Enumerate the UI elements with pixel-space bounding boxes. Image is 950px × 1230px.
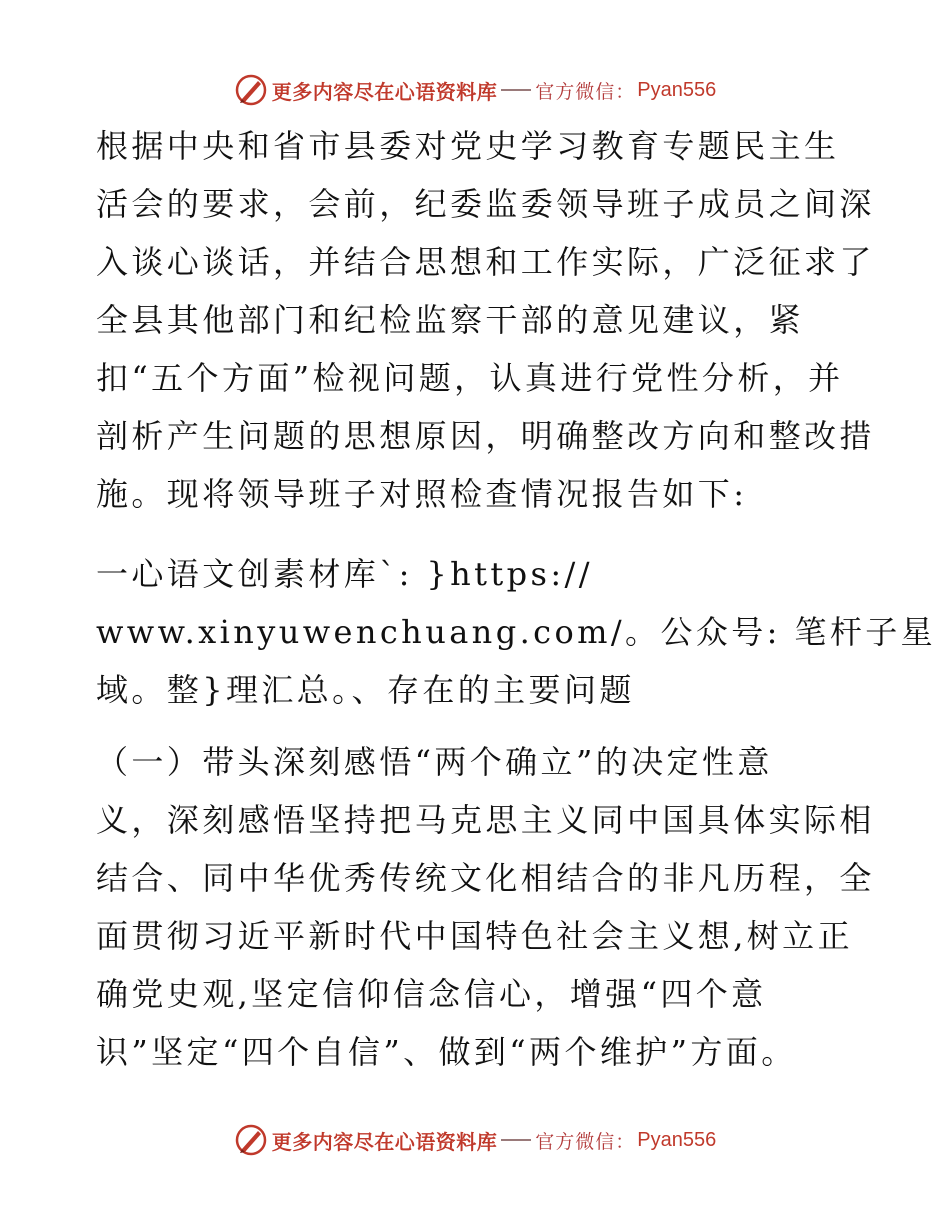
body-line: 根据中央和省市县委对党史学习教育专题民主生: [96, 127, 840, 165]
footer-dash-divider: [501, 1139, 531, 1141]
body-line: 结合、同中华优秀传统文化相结合的非凡历程，全: [96, 859, 875, 897]
body-line: 一心语文创素材库`: }https://: [96, 555, 593, 593]
header-dash-divider: [501, 89, 531, 91]
footer-brand-text: 更多内容尽在心语资料库: [271, 1129, 498, 1154]
body-line: 域。整}理汇总。、存在的主要问题: [96, 671, 635, 709]
body-line: 活会的要求，会前，纪委监委领导班子成员之间深: [96, 185, 875, 223]
body-line: （一）带头深刻感悟“两个确立”的决定性意: [96, 743, 773, 781]
body-line: 扣“五个方面”检视问题，认真进行党性分析，并: [96, 359, 844, 397]
body-line: 义，深刻感悟坚持把马克思主义同中国具体实际相: [96, 801, 875, 839]
footer-wechat-id: Pyan556: [637, 1128, 717, 1151]
pen-logo-icon: [234, 1123, 268, 1157]
body-line: 剖析产生问题的思想原因，明确整改方向和整改措: [96, 417, 875, 455]
pen-logo-icon: [234, 73, 268, 107]
body-line: www.xinyuwenchuang.com/。公众号: 笔杆子星: [96, 613, 937, 651]
footer-watermark-banner: [0, 1120, 950, 1160]
header-brand-text: 更多内容尽在心语资料库: [271, 79, 498, 104]
body-line: 全县其他部门和纪检监察干部的意见建议，紧: [96, 301, 805, 339]
body-line: 确党史观,坚定信仰信念信心，增强“四个意: [96, 975, 767, 1013]
footer-official-label: 官方微信：: [535, 1130, 636, 1153]
body-line: 入谈心谈话，并结合思想和工作实际，广泛征求了: [96, 243, 875, 281]
body-line: 面贯彻习近平新时代中国特色社会主义想,树立正: [96, 917, 853, 955]
body-line: 施。现将领导班子对照检查情况报告如下:: [96, 475, 748, 513]
header-watermark-banner: [0, 70, 950, 110]
header-wechat-id: Pyan556: [637, 78, 717, 101]
body-line: 识”坚定“四个自信”、做到“两个维护”方面。: [96, 1033, 797, 1071]
header-official-label: 官方微信：: [535, 80, 636, 103]
